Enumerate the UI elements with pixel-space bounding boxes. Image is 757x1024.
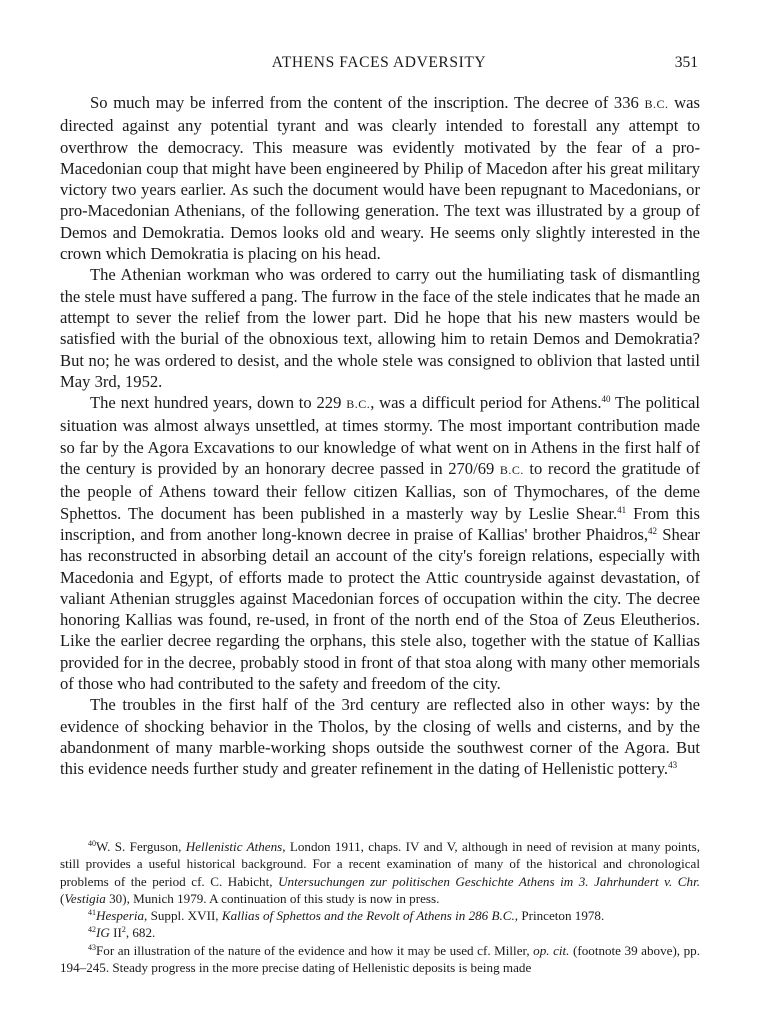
text-run: The troubles in the first half of the 3rd century are reflected also in other ways: by the evidence of shocking behavior in the Tholos, by the closing of wells and cisterns, and by the abandonment of many marble-working shops outside the southwest corner of the Agora. But this evidence needs further study and greater refinement in the dating of Hellenistic pottery. bbox=[60, 695, 700, 779]
footnote-number: 41 bbox=[88, 908, 96, 918]
footnote-number: 43 bbox=[88, 942, 96, 952]
citation-abbrev: op. cit. bbox=[533, 942, 570, 958]
footnote-number: 42 bbox=[88, 925, 96, 935]
text-run: , Suppl. XVII, bbox=[144, 908, 222, 924]
book-title: Hellenistic Athens bbox=[185, 839, 283, 854]
footnote-ref-41[interactable]: 41 bbox=[617, 504, 627, 515]
text-run: For an illustration of the nature of the evidence and how it may be used cf. Miller, bbox=[96, 942, 534, 958]
footnote-41 bbox=[60, 907, 700, 924]
text-run: , Princeton 1978. bbox=[514, 908, 605, 924]
running-head bbox=[60, 54, 698, 76]
text-run: II bbox=[109, 925, 122, 941]
text-run: to record the gratitude of the people of Athens toward their fellow citizen Kallias, son of Thymochares, of the deme Sphettos. The document has been published in a masterly way by Leslie Shear. bbox=[60, 459, 700, 523]
footnote-40 bbox=[60, 838, 700, 907]
running-title: ATHENS FACES ADVERSITY bbox=[271, 54, 487, 71]
footnotes bbox=[60, 838, 700, 976]
footnote-ref-43[interactable]: 43 bbox=[668, 760, 678, 771]
footnote-number: 40 bbox=[88, 839, 96, 848]
footnote-42 bbox=[60, 924, 700, 941]
body-text bbox=[60, 92, 700, 780]
text-run: , London 1911, chaps. IV and V, although in need of revision at many points, still provides a useful historical background. For a recent examination of many of the historical and chronological problems of the period cf. C. Habicht, bbox=[60, 839, 700, 889]
text-run: was directed against any potential tyrant and was clearly intended to forestall any attempt to overthrow the democracy. This measure was evidently motivated by the fear of a pro-Macedonian coup that might have been engineered by Philip of Macedon after his great military victory two years earlier. As such the document would have been repugnant to Macedonians, or pro-Macedonian Athenians, of the following generation. The text was illustrated by a group of Demos and Demokratia. Demos looks old and weary. He seems only slightly interested in the crown which Demokratia is placing on his head. bbox=[60, 93, 700, 264]
footnote-43 bbox=[60, 942, 700, 977]
journal-title: Hesperia bbox=[96, 908, 145, 924]
book-title: Untersuchungen zur politischen Geschichte Athens im 3. Jahrhundert v. Chr. bbox=[278, 873, 700, 889]
text-run: The next hundred years, down to 229 bbox=[90, 393, 347, 413]
footnote-ref-42[interactable]: 42 bbox=[648, 525, 658, 536]
book-title: Kallias of Sphettos and the Revolt of Athens in 286 B.C. bbox=[221, 908, 515, 924]
paragraph-4 bbox=[60, 694, 700, 779]
era-abbrev: B.C. bbox=[499, 463, 524, 478]
text-run: (footnote 39 above), pp. 194–245. Steady progress in the more precise dating of Hellenistic deposits is being made bbox=[60, 942, 700, 976]
series-title: Vestigia bbox=[64, 890, 106, 906]
text-run: , 682. bbox=[125, 925, 156, 941]
text-run: Shear has reconstructed in absorbing detail an account of the city's foreign relations, especially with Macedonia and Egypt, of efforts made to protect the Attic countryside against devastation, of valiant Athenian struggles against Macedonian forces of occupation within the city. The decree honoring Kallias was found, re-used, in front of the north end of the Stoa of Zeus Eleutherios. Like the earlier decree regarding the orphans, this stele also, together with the statue of Kallias provided for in the decree, probably stood in front of that stoa along with many other memorials of those who had contributed to the safety and freedom of the city. bbox=[60, 524, 700, 694]
era-abbrev: B.C. bbox=[346, 397, 371, 412]
page-number: 351 bbox=[674, 54, 698, 71]
paragraph-1 bbox=[60, 92, 700, 264]
corpus-title: IG bbox=[96, 925, 110, 941]
era-abbrev: B.C. bbox=[644, 97, 669, 111]
edition-superscript: 2 bbox=[121, 925, 126, 935]
text-run: , was a difficult period for Athens. bbox=[370, 393, 602, 413]
text-run: 30), Munich 1979. A continuation of this study is now in press. bbox=[105, 890, 440, 906]
text-run: The political situation was almost always unsettled, at times stormy. The most important contribution made so far by the Agora Excavations to our knowledge of what went on in Athens in the first half of the century is provided by an honorary decree passed in 270/69 bbox=[60, 393, 700, 479]
text-run: From this inscription, and from another long-known decree in praise of Kallias' brother Phaidros, bbox=[60, 503, 700, 544]
paragraph-2: The Athenian workman who was ordered to carry out the humiliating task of dismantling the stele must have suffered a pang. The furrow in the face of the stele indicates that he made an attempt to sever the relief from the lower part. Did he hope that his new masters would be satisfied with the burial of the obnoxious text, allowing him to retain Demos and Demokratia? But no; he was ordered to desist, and the whole stele was consigned to oblivion that lasted until May 3rd, 1952. bbox=[60, 265, 700, 391]
footnote-ref-40[interactable]: 40 bbox=[601, 394, 611, 405]
paragraph-3 bbox=[60, 392, 700, 694]
text-run: So much may be inferred from the content of the inscription. The decree of 336 bbox=[90, 93, 645, 112]
text-run: ( bbox=[60, 890, 65, 906]
text-run: W. S. Ferguson, bbox=[96, 839, 186, 854]
